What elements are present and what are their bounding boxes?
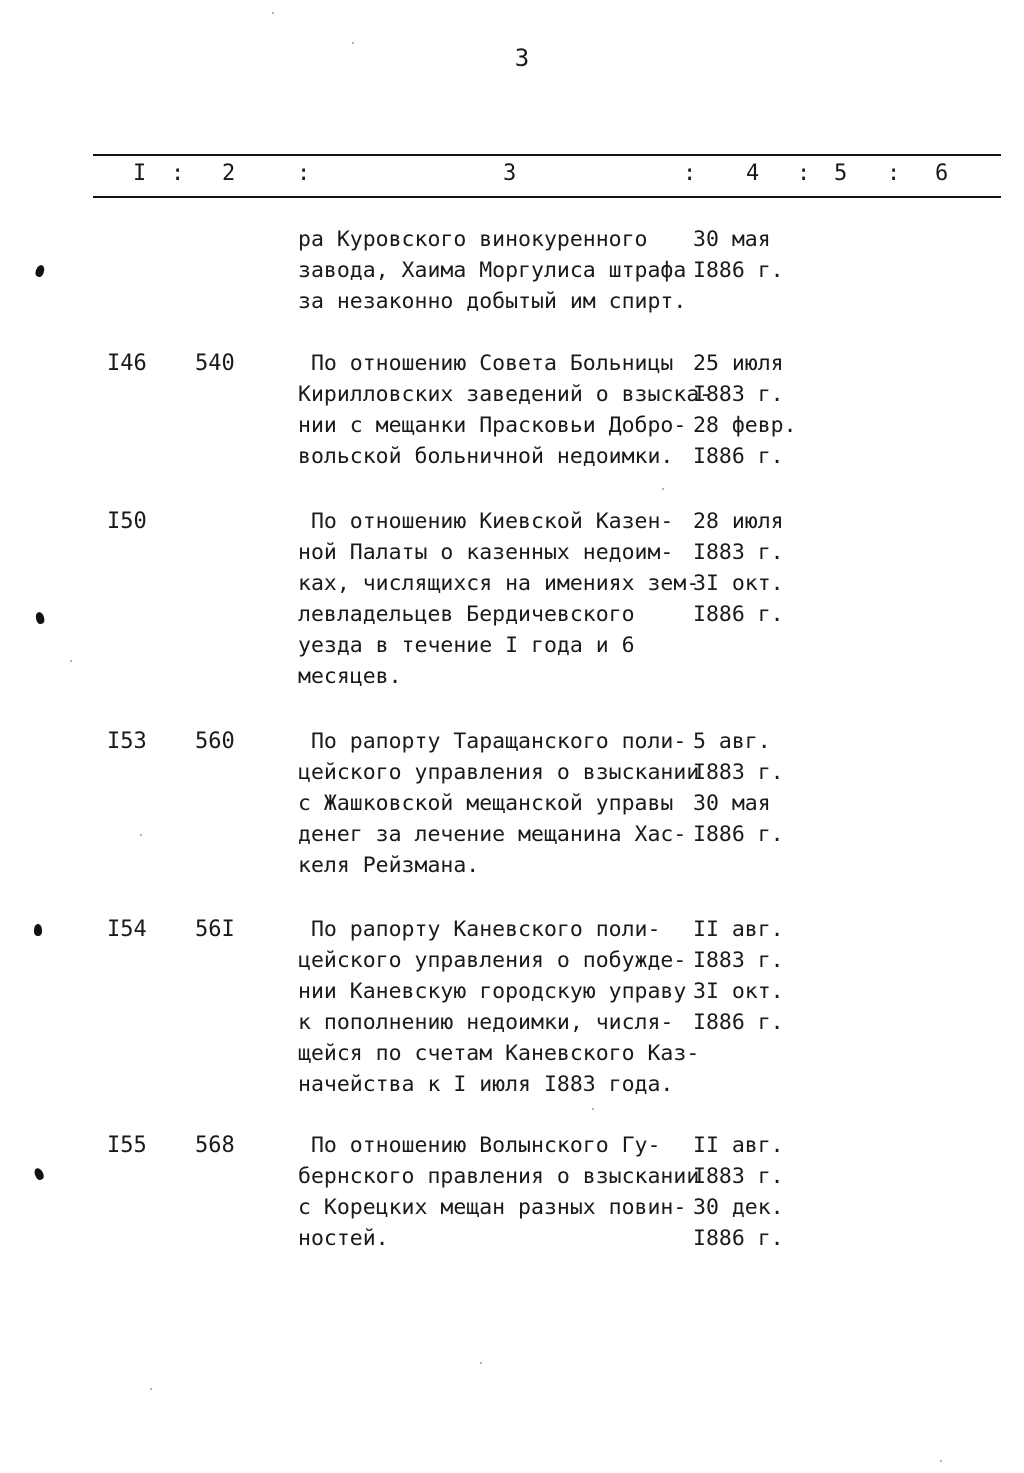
date-line: 3I окт.	[693, 571, 784, 596]
title-line: ра Куровского винокуренного	[298, 227, 648, 252]
column-separator: :	[683, 161, 697, 186]
title-line: По отношению Киевской Казен-	[298, 509, 674, 534]
scan-speck	[352, 42, 354, 44]
date-line: I886 г.	[693, 444, 784, 469]
date-line: I883 г.	[693, 1164, 784, 1189]
date-line: 28 июля	[693, 509, 784, 534]
entry-title	[298, 224, 686, 317]
title-line: келя Рейзмана.	[298, 853, 480, 878]
scan-speck	[140, 834, 142, 836]
date-line: I886 г.	[693, 1226, 784, 1251]
title-line: По отношению Волынского Гу-	[298, 1133, 661, 1158]
entry-dates	[693, 1130, 784, 1254]
scan-speck	[70, 660, 72, 662]
column-separator: :	[887, 161, 901, 186]
date-line: 30 мая	[693, 791, 771, 816]
column-header-1: I	[133, 161, 147, 186]
scan-speck	[150, 1388, 152, 1390]
title-line: вольской больничной недоимки.	[298, 444, 674, 469]
entry-dates	[693, 348, 797, 472]
entry-old-number: 568	[195, 1133, 235, 1158]
title-line: щейся по счетам Каневского Каз-	[298, 1041, 700, 1066]
title-line: По отношению Совета Больницы	[298, 351, 674, 376]
date-line: I883 г.	[693, 760, 784, 785]
title-line: бернского правления о взыскании	[298, 1164, 700, 1189]
entry-number: I54	[107, 917, 147, 942]
title-line: за незаконно добытый им спирт.	[298, 289, 687, 314]
title-line: По рапорту Таращанского поли-	[298, 729, 687, 754]
date-line: I883 г.	[693, 948, 784, 973]
date-line: I883 г.	[693, 382, 784, 407]
entry-dates	[693, 224, 784, 286]
scan-speck	[662, 488, 664, 490]
title-line: левладельцев Бердичевского	[298, 602, 635, 627]
column-separator: :	[297, 161, 311, 186]
title-line: с Корецких мещан разных повин-	[298, 1195, 687, 1220]
column-separator: :	[171, 161, 185, 186]
title-line: ностей.	[298, 1226, 389, 1251]
date-line: I883 г.	[693, 540, 784, 565]
entry-dates	[693, 506, 784, 630]
title-line: к пополнению недоимки, числя-	[298, 1010, 674, 1035]
title-line: Кирилловских заведений о взыска-	[298, 382, 713, 407]
entry-title	[298, 914, 699, 1100]
entry-number: I55	[107, 1133, 147, 1158]
page-number: 3	[514, 44, 530, 72]
entry-title	[298, 726, 699, 881]
entry-number: I50	[107, 509, 147, 534]
scan-speck	[592, 1108, 594, 1110]
date-line: I886 г.	[693, 258, 784, 283]
title-line: ках, числящихся на имениях зем-	[298, 571, 700, 596]
entry-title	[298, 506, 699, 692]
title-line: По рапорту Каневского поли-	[298, 917, 661, 942]
date-line: I886 г.	[693, 822, 784, 847]
entry-old-number: 540	[195, 351, 235, 376]
binding-hole-mark	[34, 264, 46, 278]
title-line: уезда в течение I года и 6	[298, 633, 635, 658]
date-line: II авг.	[693, 1133, 784, 1158]
title-line: с Жашковской мещанской управы	[298, 791, 674, 816]
title-line: месяцев.	[298, 664, 402, 689]
entry-number: I46	[107, 351, 147, 376]
column-header-6: 6	[935, 161, 949, 186]
scan-speck	[480, 1362, 482, 1364]
header-top-rule	[93, 154, 1001, 156]
entry-title	[298, 348, 712, 472]
title-line: начейства к I июля I883 года.	[298, 1072, 674, 1097]
title-line: нии Каневскую городскую управу	[298, 979, 687, 1004]
date-line: 28 февр.	[693, 413, 797, 438]
column-header-4: 4	[746, 161, 760, 186]
title-line: цейского управления о взыскании	[298, 760, 700, 785]
entry-number: I53	[107, 729, 147, 754]
date-line: I886 г.	[693, 1010, 784, 1035]
entry-dates	[693, 914, 784, 1038]
header-bottom-rule	[93, 196, 1001, 198]
date-line: 30 мая	[693, 227, 771, 252]
date-line: II авг.	[693, 917, 784, 942]
scan-speck	[272, 12, 274, 14]
entry-title	[298, 1130, 699, 1254]
date-line: 30 дек.	[693, 1195, 784, 1220]
column-header-5: 5	[834, 161, 848, 186]
column-header-2: 2	[222, 161, 236, 186]
entry-old-number: 560	[195, 729, 235, 754]
title-line: завода, Хаима Моргулиса штрафа	[298, 258, 687, 283]
column-header-3: 3	[503, 161, 517, 186]
date-line: 5 авг.	[693, 729, 771, 754]
binding-hole-mark	[35, 611, 46, 625]
column-separator: :	[797, 161, 811, 186]
date-line: 25 июля	[693, 351, 784, 376]
date-line: 3I окт.	[693, 979, 784, 1004]
scan-speck	[940, 1460, 942, 1462]
title-line: денег за лечение мещанина Хас-	[298, 822, 687, 847]
title-line: ной Палаты о казенных недоим-	[298, 540, 674, 565]
title-line: нии с мещанки Прасковьи Добро-	[298, 413, 687, 438]
binding-hole-mark	[34, 924, 42, 936]
date-line: I886 г.	[693, 602, 784, 627]
title-line: цейского управления о побужде-	[298, 948, 687, 973]
entry-old-number: 56I	[195, 917, 235, 942]
binding-hole-mark	[33, 1167, 45, 1181]
entry-dates	[693, 726, 784, 850]
